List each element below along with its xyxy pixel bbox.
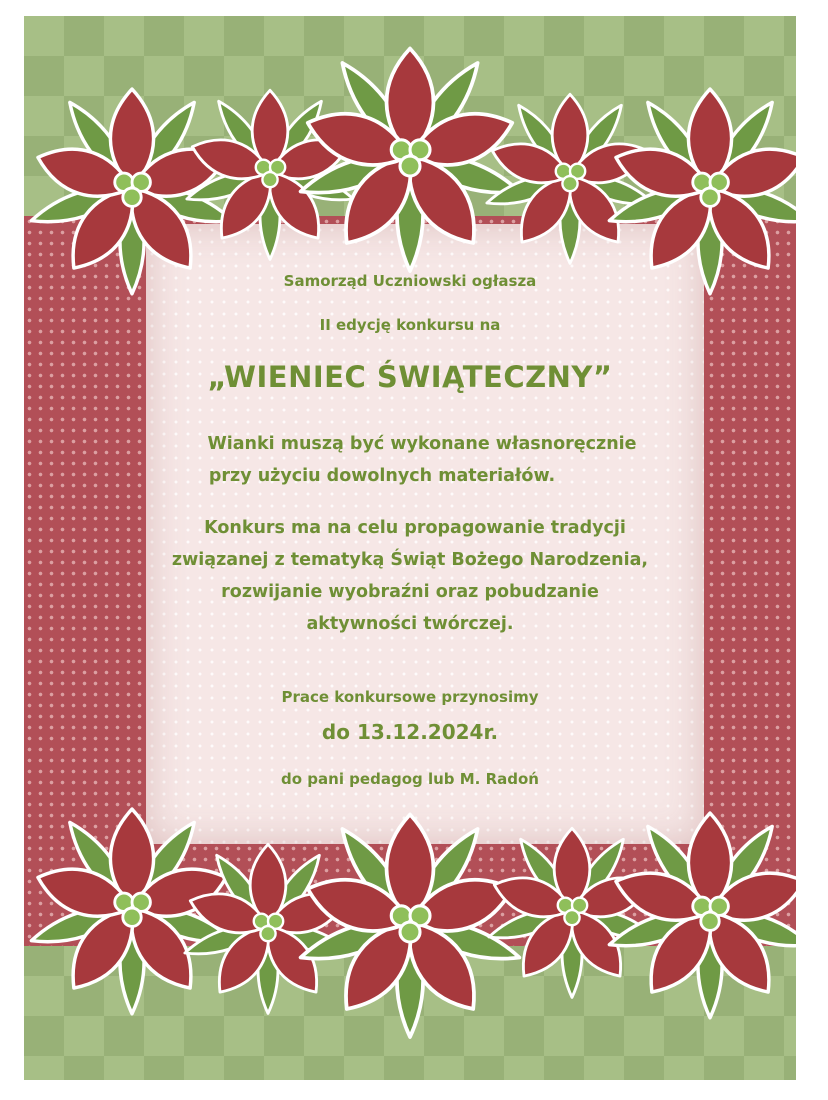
poinsettia-icon [486, 828, 658, 997]
poinsettia-icon [297, 815, 524, 1038]
submission-line: Prace konkursowe przynosimy [281, 688, 539, 706]
goal-line-4: aktywności twórczej. [306, 614, 514, 634]
goal-line-2: związanej z tematyką Świąt Bożego Narodzenia, [171, 550, 649, 570]
goal-line-3: rozwijanie wyobraźni oraz pobudzanie [221, 582, 599, 602]
poinsettia-icon [606, 813, 796, 1018]
edition-line: II edycję konkursu na [319, 316, 501, 334]
poinsettia-border-top [24, 16, 796, 306]
poinsettia-border-bottom [24, 786, 796, 1080]
rules-line-2: przy użyciu dowolnych materiałów. [208, 466, 556, 486]
poster [24, 16, 796, 1080]
goal-paragraph [24, 512, 796, 640]
goal-line-1: Konkurs ma na celu propagowanie tradycji [204, 518, 626, 538]
rules-paragraph [24, 428, 796, 492]
deadline-date: do 13.12.2024r. [321, 720, 499, 744]
contest-title: „WIENIEC ŚWIĄTECZNY” [207, 360, 613, 394]
organizer-line: Samorząd Uczniowski ogłasza [283, 272, 537, 290]
contact-line: do pani pedagog lub M. Radoń [281, 770, 539, 788]
rules-line-1: Wianki muszą być wykonane własnoręcznie [207, 434, 637, 454]
